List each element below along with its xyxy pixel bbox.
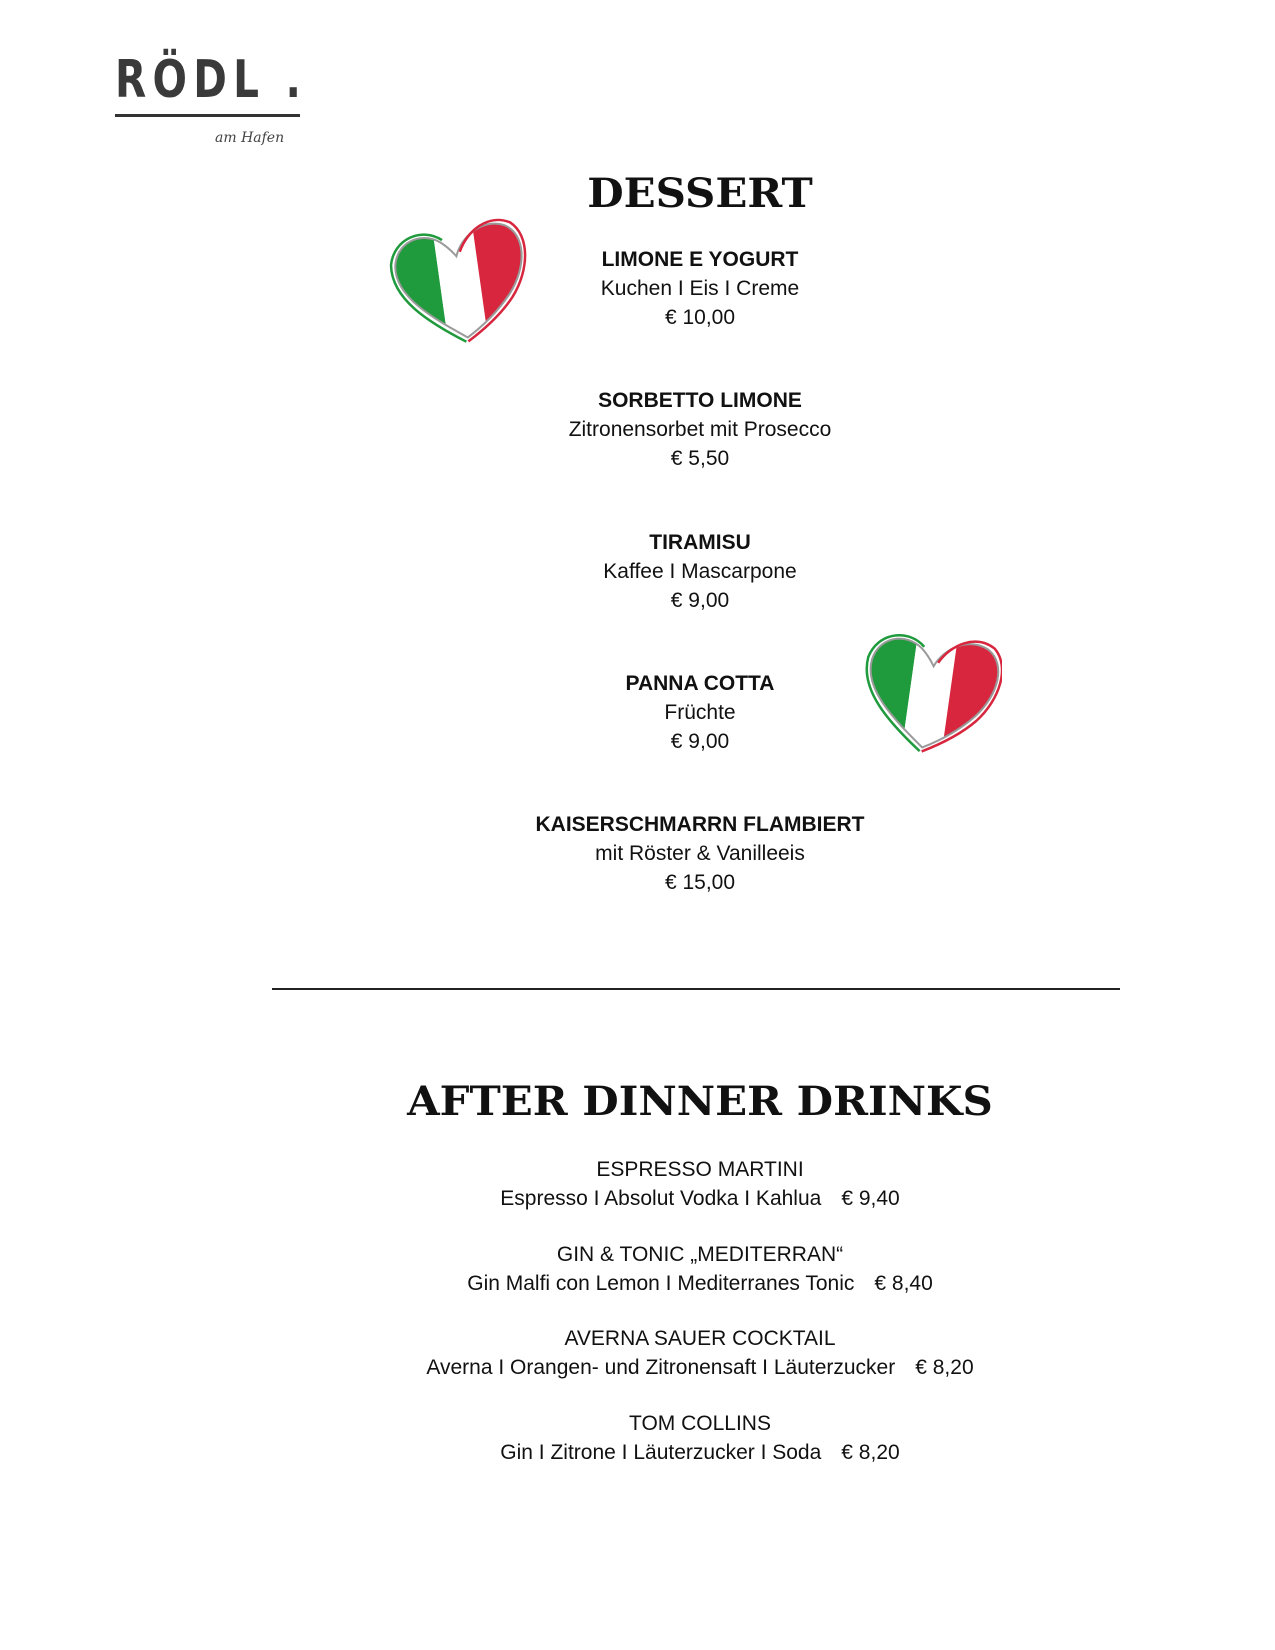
item-description: Kaffee I Mascarpone <box>603 560 797 583</box>
menu-item-drink <box>0 1409 1275 1467</box>
menu-item-dessert <box>0 669 1275 756</box>
item-description: Früchte <box>664 701 736 724</box>
item-name: KAISERSCHMARRN FLAMBIERT <box>535 813 865 836</box>
section-divider <box>272 988 1120 990</box>
logo-wordmark: RÖDL . <box>115 50 308 110</box>
item-name: TIRAMISU <box>649 531 751 554</box>
menu-item-dessert <box>0 386 1275 473</box>
item-description: mit Röster & Vanilleeis <box>595 842 805 865</box>
item-price: € 9,00 <box>670 730 730 753</box>
item-price: € 8,20 <box>915 1356 974 1379</box>
menu-item-dessert <box>0 810 1275 897</box>
item-price: € 8,20 <box>841 1441 900 1464</box>
item-name: PANNA COTTA <box>625 672 775 695</box>
item-description: Zitronensorbet mit Prosecco <box>568 418 832 441</box>
item-description: Gin I Zitrone I Läuterzucker I Soda <box>500 1441 822 1464</box>
item-line <box>0 1184 1275 1213</box>
logo <box>115 50 308 146</box>
item-line <box>0 1269 1275 1298</box>
item-description: Kuchen I Eis I Creme <box>600 277 800 300</box>
drinks-heading: AFTER DINNER DRINKS <box>407 1078 993 1125</box>
italian-flag-heart-icon <box>858 628 1002 756</box>
item-name: AVERNA SAUER COCKTAIL <box>564 1327 836 1350</box>
item-price: € 8,40 <box>874 1272 933 1295</box>
item-description: Averna I Orangen- und Zitronensaft I Läuterzucker <box>426 1356 896 1379</box>
menu-item-dessert <box>0 245 1275 332</box>
menu-item-drink <box>0 1324 1275 1382</box>
item-line <box>0 1353 1275 1382</box>
item-line <box>0 1438 1275 1467</box>
logo-underline <box>115 114 300 117</box>
menu-item-drink <box>0 1155 1275 1213</box>
item-name: ESPRESSO MARTINI <box>596 1158 804 1181</box>
item-description: Espresso I Absolut Vodka I Kahlua <box>500 1187 822 1210</box>
item-price: € 5,50 <box>670 447 730 470</box>
logo-tagline: am Hafen <box>215 130 285 146</box>
item-name: LIMONE E YOGURT <box>601 248 799 271</box>
dessert-heading: DESSERT <box>587 170 813 217</box>
menu-item-drink <box>0 1240 1275 1298</box>
item-price: € 9,00 <box>670 589 730 612</box>
item-price: € 10,00 <box>664 306 736 329</box>
menu-item-dessert <box>0 528 1275 615</box>
item-description: Gin Malfi con Lemon I Mediterranes Tonic <box>467 1272 855 1295</box>
item-name: SORBETTO LIMONE <box>598 389 802 412</box>
item-price: € 15,00 <box>664 871 736 894</box>
item-name: TOM COLLINS <box>629 1412 771 1435</box>
item-price: € 9,40 <box>841 1187 900 1210</box>
italian-flag-heart-icon <box>388 218 532 346</box>
item-name: GIN & TONIC „MEDITERRAN“ <box>556 1243 844 1266</box>
